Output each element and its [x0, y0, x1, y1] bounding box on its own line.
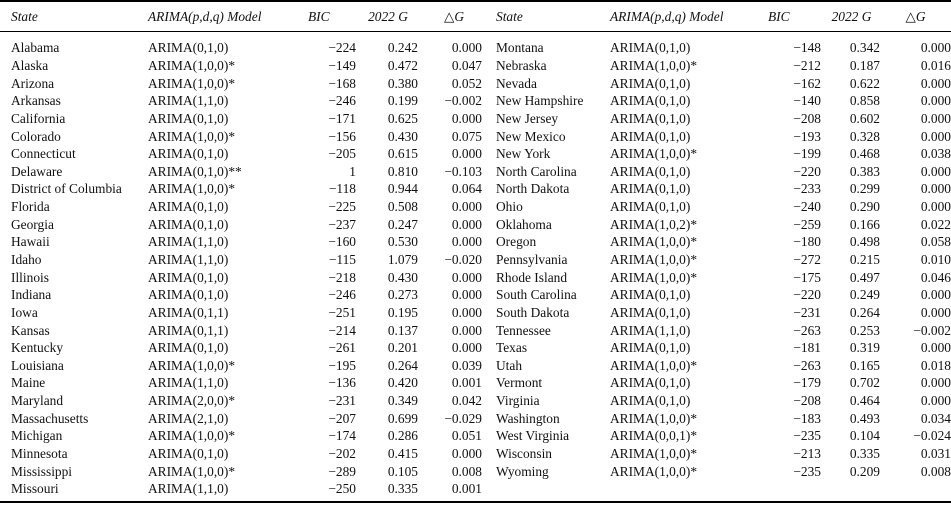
right-dg-cell: 0.000 [920, 393, 951, 409]
right-bic-cell: −263 [793, 322, 821, 338]
right-g-cell: 0.319 [849, 340, 880, 356]
right-model-cell: ARIMA(0,1,0) [610, 110, 691, 126]
right-model-cell: ARIMA(0,1,0) [610, 340, 691, 356]
left-dg-cell: 0.001 [451, 481, 482, 497]
left-g-cell: 0.699 [387, 410, 418, 426]
right-model-cell: ARIMA(0,1,0) [610, 128, 691, 144]
left-dg-cell: 0.042 [451, 393, 482, 409]
left-dg-cell: 0.000 [451, 146, 482, 162]
left-g-cell: 0.273 [387, 287, 418, 303]
left-dg-cell: 0.047 [451, 57, 482, 73]
right-model-cell: ARIMA(1,0,0)* [610, 57, 698, 73]
right-model-cell: ARIMA(0,1,0) [610, 40, 691, 56]
right-model-cell: ARIMA(1,0,0)* [610, 234, 698, 250]
right-g-cell: 0.165 [849, 357, 880, 373]
right-state-cell: New Jersey [496, 110, 559, 126]
right-state-cell: Tennessee [496, 322, 551, 338]
left-state-cell: California [11, 110, 66, 126]
right-model-cell: ARIMA(1,0,0)* [610, 252, 698, 267]
right-model-cell: ARIMA(0,1,0) [610, 93, 691, 109]
left-state-cell: Georgia [11, 216, 54, 232]
right-model-cell: ARIMA(0,0,1)* [610, 428, 698, 444]
left-model-cell: ARIMA(1,1,0) [148, 375, 229, 391]
right-bic-cell: −213 [793, 446, 821, 462]
left-dg-cell: 0.075 [451, 128, 482, 144]
right-state-cell: North Dakota [496, 181, 570, 197]
header-model-left: ARIMA(p,d,q) Model [148, 8, 262, 24]
left-dg-cell: 0.000 [451, 40, 482, 56]
right-dg-cell: 0.022 [920, 216, 951, 232]
bottom-rule [0, 501, 951, 503]
left-g-cell: 0.420 [387, 375, 418, 391]
right-bic-cell: −272 [793, 252, 821, 267]
header-row [0, 0, 951, 33]
right-state-cell: Washington [496, 410, 560, 426]
table-row [0, 57, 951, 75]
left-state-cell: Hawaii [11, 234, 50, 250]
right-g-cell: 0.464 [849, 393, 880, 409]
right-bic-cell: −259 [793, 216, 821, 232]
right-model-cell: ARIMA(0,1,0) [610, 393, 691, 409]
right-model-cell: ARIMA(0,1,0) [610, 75, 691, 91]
left-dg-cell: 0.000 [451, 287, 482, 303]
left-g-cell: 0.105 [387, 463, 418, 479]
left-model-cell: ARIMA(0,1,0) [148, 340, 229, 356]
table-row [0, 462, 951, 480]
right-g-cell: 0.702 [849, 375, 880, 391]
right-model-cell: ARIMA(1,0,0)* [610, 446, 698, 462]
right-g-cell: 0.342 [849, 40, 880, 56]
left-state-cell: Arkansas [11, 93, 61, 109]
right-bic-cell [768, 480, 823, 498]
right-g-cell: 0.493 [849, 410, 880, 426]
right-model-cell: ARIMA(0,1,0) [610, 163, 691, 179]
right-model-cell: ARIMA(0,1,0) [610, 304, 691, 320]
right-bic-cell: −180 [793, 234, 821, 250]
table-row [0, 110, 951, 128]
left-g-cell: 0.199 [387, 93, 418, 109]
left-dg-cell: 0.052 [451, 75, 482, 91]
right-g-cell: 0.215 [849, 252, 880, 267]
left-bic-cell: −251 [328, 304, 356, 320]
left-state-cell: Kansas [11, 322, 50, 338]
left-state-cell: Mississippi [11, 463, 73, 479]
table-row [0, 251, 951, 269]
left-model-cell: ARIMA(0,1,0) [148, 40, 229, 56]
left-dg-cell: 0.000 [451, 304, 482, 320]
right-bic-cell: −179 [793, 375, 821, 391]
right-g-cell: 0.104 [849, 428, 880, 444]
left-model-cell: ARIMA(2,1,0) [148, 410, 229, 426]
left-g-cell: 0.615 [387, 146, 418, 162]
right-model-cell: ARIMA(1,0,0)* [610, 463, 698, 479]
table-row [0, 392, 951, 410]
right-dg-cell: 0.000 [920, 40, 951, 56]
right-bic-cell: −233 [793, 181, 821, 197]
right-dg-cell: 0.058 [920, 234, 951, 250]
right-state-cell: Nebraska [496, 57, 547, 73]
left-g-cell: 0.264 [387, 357, 418, 373]
right-state-cell: Vermont [496, 375, 543, 391]
right-bic-cell: −175 [793, 269, 821, 285]
left-model-cell: ARIMA(1,0,0)* [148, 75, 236, 91]
left-state-cell: Maryland [11, 393, 64, 409]
left-g-cell: 0.415 [387, 446, 418, 462]
right-dg-cell: 0.018 [920, 357, 951, 373]
right-g-cell: 0.328 [849, 128, 880, 144]
table-row [0, 233, 951, 251]
right-bic-cell: −235 [793, 428, 821, 444]
right-dg-cell: 0.034 [920, 410, 951, 426]
left-state-cell: Massachusetts [11, 410, 89, 426]
left-model-cell: ARIMA(0,1,1) [148, 322, 229, 338]
left-state-cell: Colorado [11, 128, 61, 144]
right-model-cell: ARIMA(1,0,0)* [610, 410, 698, 426]
right-bic-cell: −148 [793, 40, 821, 56]
table-row [0, 339, 951, 357]
table-row [0, 409, 951, 427]
right-bic-cell: −263 [793, 357, 821, 373]
left-bic-cell: −250 [328, 481, 356, 497]
left-state-cell: Indiana [11, 287, 52, 303]
right-bic-cell: −212 [793, 57, 821, 73]
right-dg-cell: 0.000 [920, 128, 951, 144]
right-bic-cell: −208 [793, 393, 821, 409]
right-g-cell: 0.249 [849, 287, 880, 303]
right-g-cell: 0.299 [849, 181, 880, 197]
right-model-cell: ARIMA(1,0,0)* [610, 269, 698, 285]
left-state-cell: Florida [11, 199, 50, 215]
left-bic-cell: −115 [328, 252, 356, 267]
left-g-cell: 0.380 [387, 75, 418, 91]
left-g-cell: 0.625 [387, 110, 418, 126]
left-bic-cell: 1 [349, 163, 356, 179]
right-g-cell [823, 480, 880, 498]
left-g-cell: 0.201 [387, 340, 418, 356]
left-bic-cell: −168 [328, 75, 356, 91]
right-bic-cell: −181 [793, 340, 821, 356]
table-row [0, 304, 951, 322]
left-g-cell: 0.508 [387, 199, 418, 215]
left-bic-cell: −118 [328, 181, 356, 197]
right-state-cell: Pennsylvania [496, 252, 568, 267]
left-dg-cell: 0.000 [451, 340, 482, 356]
table-row [0, 127, 951, 145]
left-dg-cell: 0.051 [451, 428, 482, 444]
right-dg-cell: 0.000 [920, 93, 951, 109]
right-dg-cell: 0.046 [920, 269, 951, 285]
left-model-cell: ARIMA(0,1,0) [148, 110, 229, 126]
right-state-cell: New Mexico [496, 128, 566, 144]
table-row [0, 427, 951, 445]
right-dg-cell: 0.000 [920, 75, 951, 91]
left-state-cell: Maine [11, 375, 46, 391]
left-model-cell: ARIMA(1,1,0) [148, 252, 229, 267]
right-state-cell: Ohio [496, 199, 523, 215]
right-bic-cell: −183 [793, 410, 821, 426]
left-dg-cell: 0.008 [451, 463, 482, 479]
left-g-cell: 0.472 [387, 57, 418, 73]
right-dg-cell: 0.008 [920, 463, 951, 479]
right-state-cell: Montana [496, 40, 544, 56]
left-state-cell: Louisiana [11, 357, 64, 373]
left-bic-cell: −205 [328, 146, 356, 162]
right-dg-cell: 0.016 [920, 57, 951, 73]
right-model-cell: ARIMA(0,1,0) [610, 375, 691, 391]
left-dg-cell: 0.001 [451, 375, 482, 391]
left-bic-cell: −207 [328, 410, 356, 426]
right-dg-cell: 0.000 [920, 199, 951, 215]
left-model-cell: ARIMA(0,1,0) [148, 446, 229, 462]
left-model-cell: ARIMA(0,1,0) [148, 287, 229, 303]
right-state-cell: North Carolina [496, 163, 577, 179]
left-g-cell: 0.810 [387, 163, 418, 179]
left-bic-cell: −214 [328, 322, 356, 338]
header-g-left: 2022 G [368, 8, 408, 24]
header-state-left: State [11, 8, 38, 24]
left-model-cell: ARIMA(0,1,0) [148, 199, 229, 215]
right-state-cell: Texas [496, 340, 528, 356]
left-state-cell: Michigan [11, 428, 63, 444]
left-bic-cell: −224 [328, 40, 356, 56]
table-row [0, 374, 951, 392]
left-bic-cell: −231 [328, 393, 356, 409]
right-g-cell: 0.383 [849, 163, 880, 179]
left-dg-cell: −0.103 [444, 163, 482, 179]
right-dg-cell: 0.010 [920, 252, 951, 267]
right-bic-cell: −193 [793, 128, 821, 144]
left-bic-cell: −160 [328, 234, 356, 250]
left-g-cell: 0.335 [387, 481, 418, 497]
right-dg-cell: 0.000 [920, 110, 951, 126]
left-g-cell: 0.349 [387, 393, 418, 409]
right-state-cell: Nevada [496, 75, 537, 91]
left-model-cell: ARIMA(1,1,0) [148, 93, 229, 109]
left-dg-cell: 0.000 [451, 216, 482, 232]
left-g-cell: 0.247 [387, 216, 418, 232]
right-model-cell: ARIMA(1,0,2)* [610, 216, 698, 232]
table-row [0, 480, 951, 498]
table-row [0, 198, 951, 216]
right-g-cell: 0.468 [849, 146, 880, 162]
right-model-cell: ARIMA(0,1,0) [610, 199, 691, 215]
left-state-cell: Alabama [11, 40, 60, 56]
table-row [0, 215, 951, 233]
right-state-cell: South Carolina [496, 287, 577, 303]
right-model-cell [610, 480, 768, 498]
right-state-cell: New York [496, 146, 551, 162]
header-bic-left: BIC [308, 8, 330, 24]
left-g-cell: 1.079 [387, 252, 418, 267]
right-model-cell: ARIMA(1,0,0)* [610, 357, 698, 373]
left-bic-cell: −136 [328, 375, 356, 391]
table-row [0, 74, 951, 92]
header-state-right: State [496, 8, 523, 24]
left-bic-cell: −225 [328, 199, 356, 215]
left-g-cell: 0.195 [387, 304, 418, 320]
left-bic-cell: −246 [328, 287, 356, 303]
right-bic-cell: −199 [793, 146, 821, 162]
left-g-cell: 0.530 [387, 234, 418, 250]
left-bic-cell: −289 [328, 463, 356, 479]
right-g-cell: 0.253 [849, 322, 880, 338]
table-row [0, 268, 951, 286]
left-bic-cell: −218 [328, 269, 356, 285]
right-g-cell: 0.602 [849, 110, 880, 126]
right-bic-cell: −240 [793, 199, 821, 215]
left-bic-cell: −149 [328, 57, 356, 73]
left-bic-cell: −237 [328, 216, 356, 232]
left-dg-cell: 0.000 [451, 234, 482, 250]
left-bic-cell: −171 [328, 110, 356, 126]
left-model-cell: ARIMA(1,0,0)* [148, 463, 236, 479]
right-state-cell: West Virginia [496, 428, 570, 444]
left-dg-cell: 0.000 [451, 322, 482, 338]
table-row [0, 321, 951, 339]
right-g-cell: 0.497 [849, 269, 880, 285]
left-dg-cell: −0.020 [444, 252, 482, 267]
right-dg-cell: 0.000 [920, 304, 951, 320]
left-model-cell: ARIMA(0,1,1) [148, 304, 229, 320]
right-g-cell: 0.858 [849, 93, 880, 109]
right-state-cell: Rhode Island [496, 269, 568, 285]
left-bic-cell: −174 [328, 428, 356, 444]
left-state-cell: Connecticut [11, 146, 76, 162]
left-state-cell: Delaware [11, 163, 63, 179]
right-model-cell: ARIMA(1,0,0)* [610, 146, 698, 162]
left-model-cell: ARIMA(2,0,0)* [148, 393, 236, 409]
right-bic-cell: −231 [793, 304, 821, 320]
right-state-cell: Oregon [496, 234, 537, 250]
right-g-cell: 0.264 [849, 304, 880, 320]
header-model-right: ARIMA(p,d,q) Model [610, 8, 724, 24]
right-model-cell: ARIMA(0,1,0) [610, 287, 691, 303]
left-dg-cell: 0.064 [451, 181, 482, 197]
right-bic-cell: −140 [793, 93, 821, 109]
right-state-cell: Wisconsin [496, 446, 552, 462]
right-bic-cell: −208 [793, 110, 821, 126]
right-g-cell: 0.498 [849, 234, 880, 250]
left-g-cell: 0.137 [387, 322, 418, 338]
left-state-cell: Iowa [11, 304, 38, 320]
left-state-cell: Arizona [11, 75, 55, 91]
right-dg-cell: −0.002 [913, 322, 951, 338]
table-row [0, 162, 951, 180]
right-g-cell: 0.209 [849, 463, 880, 479]
right-bic-cell: −220 [793, 287, 821, 303]
table-row [0, 39, 951, 57]
right-state-cell: Utah [496, 357, 523, 373]
left-model-cell: ARIMA(0,1,0) [148, 216, 229, 232]
left-model-cell: ARIMA(0,1,0) [148, 146, 229, 162]
right-dg-cell: 0.031 [920, 446, 951, 462]
left-state-cell: Idaho [11, 252, 42, 267]
left-state-cell: Kentucky [11, 340, 64, 356]
left-model-cell: ARIMA(1,0,0)* [148, 57, 236, 73]
right-g-cell: 0.187 [849, 57, 880, 73]
left-state-cell: Minnesota [11, 446, 68, 462]
left-state-cell: Alaska [11, 57, 49, 73]
table-row [0, 145, 951, 163]
left-g-cell: 0.944 [387, 181, 418, 197]
right-state-cell: South Dakota [496, 304, 570, 320]
right-bic-cell: −162 [793, 75, 821, 91]
header-dg-left: △G [444, 8, 464, 24]
left-dg-cell: 0.000 [451, 199, 482, 215]
header-bic-right: BIC [768, 8, 790, 24]
left-state-cell: Missouri [11, 481, 59, 497]
right-dg-cell [880, 480, 951, 498]
left-g-cell: 0.286 [387, 428, 418, 444]
right-g-cell: 0.290 [849, 199, 880, 215]
right-bic-cell: −220 [793, 163, 821, 179]
header-dg-right: △G [905, 8, 926, 24]
left-model-cell: ARIMA(1,0,0)* [148, 428, 236, 444]
left-g-cell: 0.242 [387, 40, 418, 56]
left-model-cell: ARIMA(1,1,0) [148, 234, 229, 250]
left-dg-cell: 0.000 [451, 446, 482, 462]
right-model-cell: ARIMA(0,1,0) [610, 181, 691, 197]
left-model-cell: ARIMA(1,0,0)* [148, 128, 236, 144]
right-bic-cell: −235 [793, 463, 821, 479]
table-row [0, 92, 951, 110]
left-dg-cell: −0.029 [444, 410, 482, 426]
table-row [0, 445, 951, 463]
right-state-cell: Wyoming [496, 463, 549, 479]
left-g-cell: 0.430 [387, 269, 418, 285]
left-dg-cell: −0.002 [444, 93, 482, 109]
right-g-cell: 0.166 [849, 216, 880, 232]
table-row [0, 357, 951, 375]
right-dg-cell: 0.000 [920, 340, 951, 356]
right-dg-cell: 0.000 [920, 287, 951, 303]
table-body [0, 33, 951, 498]
header-g-right: 2022 G [831, 8, 872, 24]
right-state-cell: Oklahoma [496, 216, 552, 232]
right-dg-cell: −0.024 [913, 428, 951, 444]
table-row [0, 180, 951, 198]
left-model-cell: ARIMA(1,1,0) [148, 481, 229, 497]
left-state-cell: District of Columbia [11, 181, 122, 197]
right-model-cell: ARIMA(1,1,0) [610, 322, 691, 338]
left-bic-cell: −202 [328, 446, 356, 462]
left-dg-cell: 0.039 [451, 357, 482, 373]
right-dg-cell: 0.038 [920, 146, 951, 162]
left-state-cell: Illinois [11, 269, 49, 285]
right-dg-cell: 0.000 [920, 375, 951, 391]
left-dg-cell: 0.000 [451, 110, 482, 126]
right-dg-cell: 0.000 [920, 181, 951, 197]
left-model-cell: ARIMA(0,1,0) [148, 269, 229, 285]
left-g-cell: 0.430 [387, 128, 418, 144]
right-g-cell: 0.335 [849, 446, 880, 462]
left-bic-cell: −156 [328, 128, 356, 144]
left-bic-cell: −195 [328, 357, 356, 373]
left-model-cell: ARIMA(1,0,0)* [148, 181, 236, 197]
left-model-cell: ARIMA(0,1,0)** [148, 163, 242, 179]
left-bic-cell: −261 [328, 340, 356, 356]
right-state-cell: Virginia [496, 393, 540, 409]
left-model-cell: ARIMA(1,0,0)* [148, 357, 236, 373]
right-state-cell [490, 480, 610, 498]
table-row [0, 286, 951, 304]
left-dg-cell: 0.000 [451, 269, 482, 285]
left-bic-cell: −246 [328, 93, 356, 109]
right-g-cell: 0.622 [849, 75, 880, 91]
right-dg-cell: 0.000 [920, 163, 951, 179]
right-state-cell: New Hampshire [496, 93, 584, 109]
